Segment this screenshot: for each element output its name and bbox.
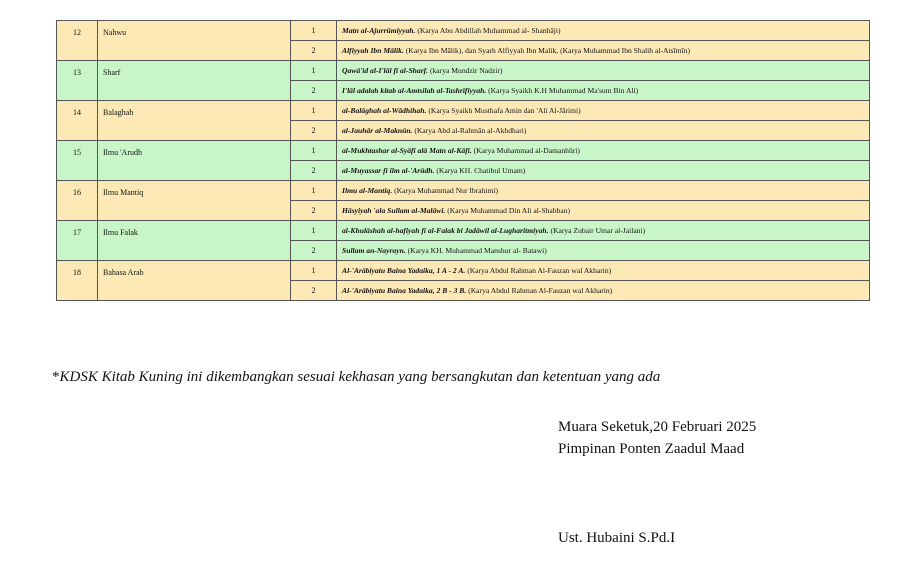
book-index: 1: [291, 21, 337, 41]
row-number: 14: [57, 101, 98, 141]
book-title: I'lāl adalah kitab al-Amtsilah al-Tashrīfiyyah.: [342, 86, 487, 95]
book-author: (Karya Muhammad Nur Ibrahimi): [394, 186, 499, 195]
book-title: Hāsyiyah 'ala Sullam al-Malāwi.: [342, 206, 446, 215]
subject-cell: Sharf: [98, 61, 291, 101]
book-title: Al-'Arābiyatu Baina Yadaika, 1 A - 2 A.: [342, 266, 466, 275]
book-cell: [337, 281, 870, 301]
footnote-marker: *: [52, 369, 60, 385]
book-title: al-Jauhār al-Maknūn.: [342, 126, 413, 135]
book-title: Qawā'id al-I'lāl fī al-Sharf.: [342, 66, 429, 75]
book-cell: [337, 161, 870, 181]
book-index: 2: [291, 161, 337, 181]
book-cell: [337, 61, 870, 81]
footnote: [52, 369, 660, 386]
book-index: 2: [291, 41, 337, 61]
book-author: (Karya Ibn Mālik), dan Syarh Alfiyyah Ibn Malik, (Karya Muhammad Ibn Shalih al-Atsīmīn): [405, 46, 690, 55]
book-author: (Karya KH. Chatibul Umam): [436, 166, 526, 175]
book-author: (Karya Muhammad Din Ali al-Shabban): [447, 206, 571, 215]
table-row: [57, 61, 870, 81]
book-title: Alfiyyah Ibn Mālik.: [342, 46, 404, 55]
book-index: 2: [291, 81, 337, 101]
curriculum-table: [56, 20, 870, 301]
table-row: [57, 101, 870, 121]
book-cell: [337, 101, 870, 121]
book-author: (Karya Syaikh Musthafa Amin dan 'Ali Al-Jārimi): [428, 106, 581, 115]
signer-position: Pimpinan Ponten Zaadul Maad: [558, 441, 745, 457]
book-cell: [337, 241, 870, 261]
book-author: (Karya Abdul Rahman Al-Fauzan wal Akharin): [467, 266, 612, 275]
book-index: 2: [291, 281, 337, 301]
book-index: 1: [291, 61, 337, 81]
row-number: 15: [57, 141, 98, 181]
book-title: al-Balāghah al-Wādhihah.: [342, 106, 427, 115]
subject-cell: Ilmu Falak: [98, 221, 291, 261]
row-number: 12: [57, 21, 98, 61]
book-author: (Karya KH. Muhammad Manshur al- Batawi): [407, 246, 547, 255]
book-cell: [337, 21, 870, 41]
book-index: 1: [291, 181, 337, 201]
book-cell: [337, 121, 870, 141]
book-cell: [337, 181, 870, 201]
book-author: (Karya Syaikh K.H Muhammad Ma'sum Bin Ali): [488, 86, 639, 95]
book-cell: [337, 261, 870, 281]
table-row: [57, 21, 870, 41]
row-number: 18: [57, 261, 98, 301]
row-number: 13: [57, 61, 98, 101]
book-index: 2: [291, 241, 337, 261]
book-index: 1: [291, 261, 337, 281]
book-author: (Karya Zubair Umar al-Jailani): [550, 226, 646, 235]
book-author: (Karya Abd al-Rahmān al-Akhdhari): [414, 126, 527, 135]
book-index: 1: [291, 221, 337, 241]
signature-block: [558, 416, 756, 460]
book-index: 2: [291, 121, 337, 141]
subject-cell: Bahasa Arab: [98, 261, 291, 301]
book-author: (karya Mundzir Nadzir): [429, 66, 503, 75]
book-author: (Karya Abdul Rahman Al-Fauzan wal Akharin): [468, 286, 613, 295]
book-index: 1: [291, 101, 337, 121]
book-title: Ilmu al-Mantiq.: [342, 186, 393, 195]
book-index: 1: [291, 141, 337, 161]
book-author: (Karya Abu Abdillah Muhammad al- Shanhāji): [417, 26, 561, 35]
subject-cell: Nahwu: [98, 21, 291, 61]
book-cell: [337, 81, 870, 101]
subject-cell: Ilmu Mantiq: [98, 181, 291, 221]
subject-cell: Ilmu 'Arudh: [98, 141, 291, 181]
footnote-text: KDSK Kitab Kuning ini dikembangkan sesuai kekhasan yang bersangkutan dan ketentuan yang ada: [59, 369, 661, 385]
table-row: [57, 261, 870, 281]
book-title: Sullam an-Nayrayn.: [342, 246, 406, 255]
book-cell: [337, 141, 870, 161]
place-date: Muara Seketuk,20 Februari 2025: [558, 419, 757, 435]
book-title: Matn al-Ajurrūmiyyah.: [342, 26, 416, 35]
row-number: 16: [57, 181, 98, 221]
book-cell: [337, 41, 870, 61]
table-row: [57, 181, 870, 201]
subject-cell: Balaghah: [98, 101, 291, 141]
book-title: al-Muyassar fī ilm al-'Arūdh.: [342, 166, 435, 175]
book-title: al-Khulāshah al-hafiyah fī al-Falak bi Jadāwil al-Lugharitmiyah.: [342, 226, 549, 235]
table-row: [57, 221, 870, 241]
table-row: [57, 141, 870, 161]
book-cell: [337, 221, 870, 241]
row-number: 17: [57, 221, 98, 261]
book-index: 2: [291, 201, 337, 221]
book-title: Al-'Arābiyatu Baina Yadaika, 2 B - 3 B.: [342, 286, 467, 295]
signer-name: Ust. Hubaini S.Pd.I: [558, 530, 676, 546]
book-title: al-Mukhtashar al-Syāfī alā Matn al-Kāfī.: [342, 146, 472, 155]
book-author: (Karya Muhammad al-Damanhūri): [473, 146, 580, 155]
book-cell: [337, 201, 870, 221]
